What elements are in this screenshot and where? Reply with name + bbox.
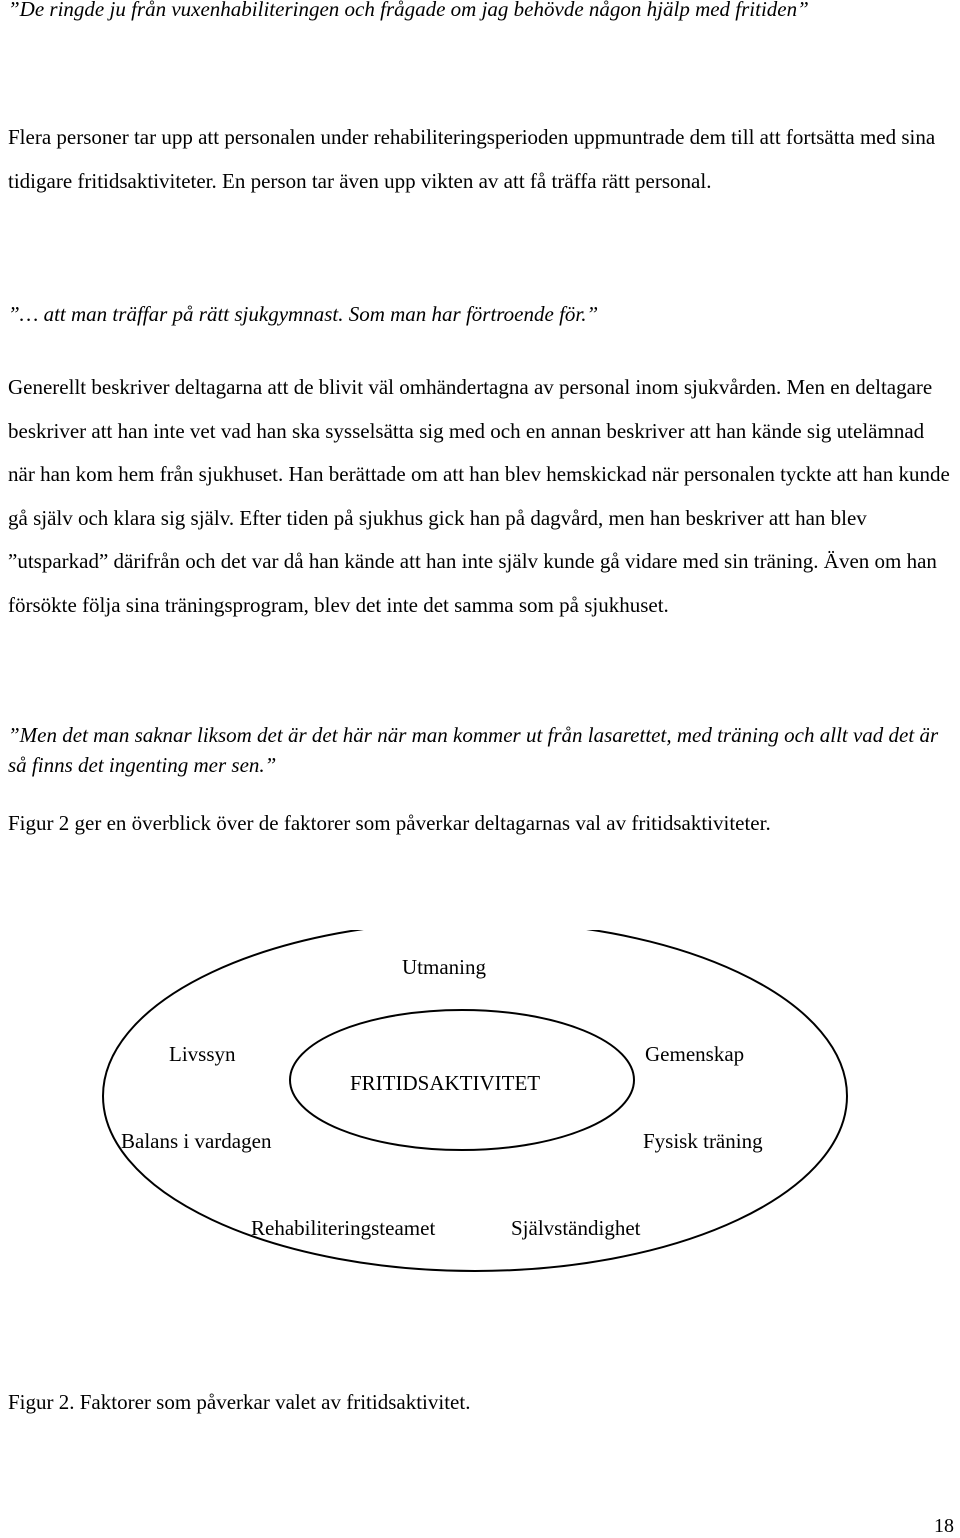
factors-diagram xyxy=(0,930,960,1330)
factor-sjalvstandighet: Självständighet xyxy=(511,1216,641,1240)
factor-livssyn: Livssyn xyxy=(169,1042,236,1066)
factor-fysisk-traning: Fysisk träning xyxy=(643,1129,763,1153)
page-number: 18 xyxy=(934,1515,954,1537)
factor-gemenskap: Gemenskap xyxy=(645,1042,745,1066)
outer-ellipse xyxy=(103,930,847,1271)
center-fritidsaktivitet: FRITIDSAKTIVITET xyxy=(350,1071,541,1095)
factor-balans-i-vardagen: Balans i vardagen xyxy=(121,1129,272,1153)
paragraph-omhandertagna: Generellt beskriver deltagarna att de blivit väl omhändertagna av personal inom sjukvården. Men en deltagare beskriver att han inte vet vad han ska sysselsätta sig med och en annan beskriver att han kände sig utelämnad när han kom hem från sjukhuset. Han berättade om att han blev hemskickad när personalen tyckte att han kunde gå själv och klara sig själv. Efter tiden på sjukhus gick han på dagvård, men han beskriver att han blev ”utsparkad” därifrån och det var då han kände att han inte själv kunde gå vidare med sin träning. Även om han försökte följa sina träningsprogram, blev det inte det samma som på sjukhuset. xyxy=(8,375,950,617)
quote-vuxenhabilitering: ”De ringde ju från vuxenhabiliteringen och frågade om jag behövde någon hjälp med fritiden” xyxy=(8,0,809,21)
paragraph-personal-uppmuntran: Flera personer tar upp att personalen under rehabiliteringsperioden uppmuntrade dem till att fortsätta med sina tidigare fritidsaktiviteter. En person tar även upp vikten av att få träffa rätt personal. xyxy=(8,125,936,193)
factor-utmaning: Utmaning xyxy=(402,955,486,979)
factor-rehabiliteringsteamet: Rehabiliteringsteamet xyxy=(251,1216,436,1240)
quote-sjukgymnast: ”… att man träffar på rätt sjukgymnast. Som man har förtroende för.” xyxy=(8,302,599,326)
quote-lasarettet: ”Men det man saknar liksom det är det här när man kommer ut från lasarettet, med träning och allt vad det är så finns det ingenting mer sen.” xyxy=(8,723,939,777)
paragraph-figur-intro: Figur 2 ger en överblick över de faktorer som påverkar deltagarnas val av fritidsaktiviteter. xyxy=(8,811,771,835)
figure-caption: Figur 2. Faktorer som påverkar valet av fritidsaktivitet. xyxy=(8,1390,471,1414)
